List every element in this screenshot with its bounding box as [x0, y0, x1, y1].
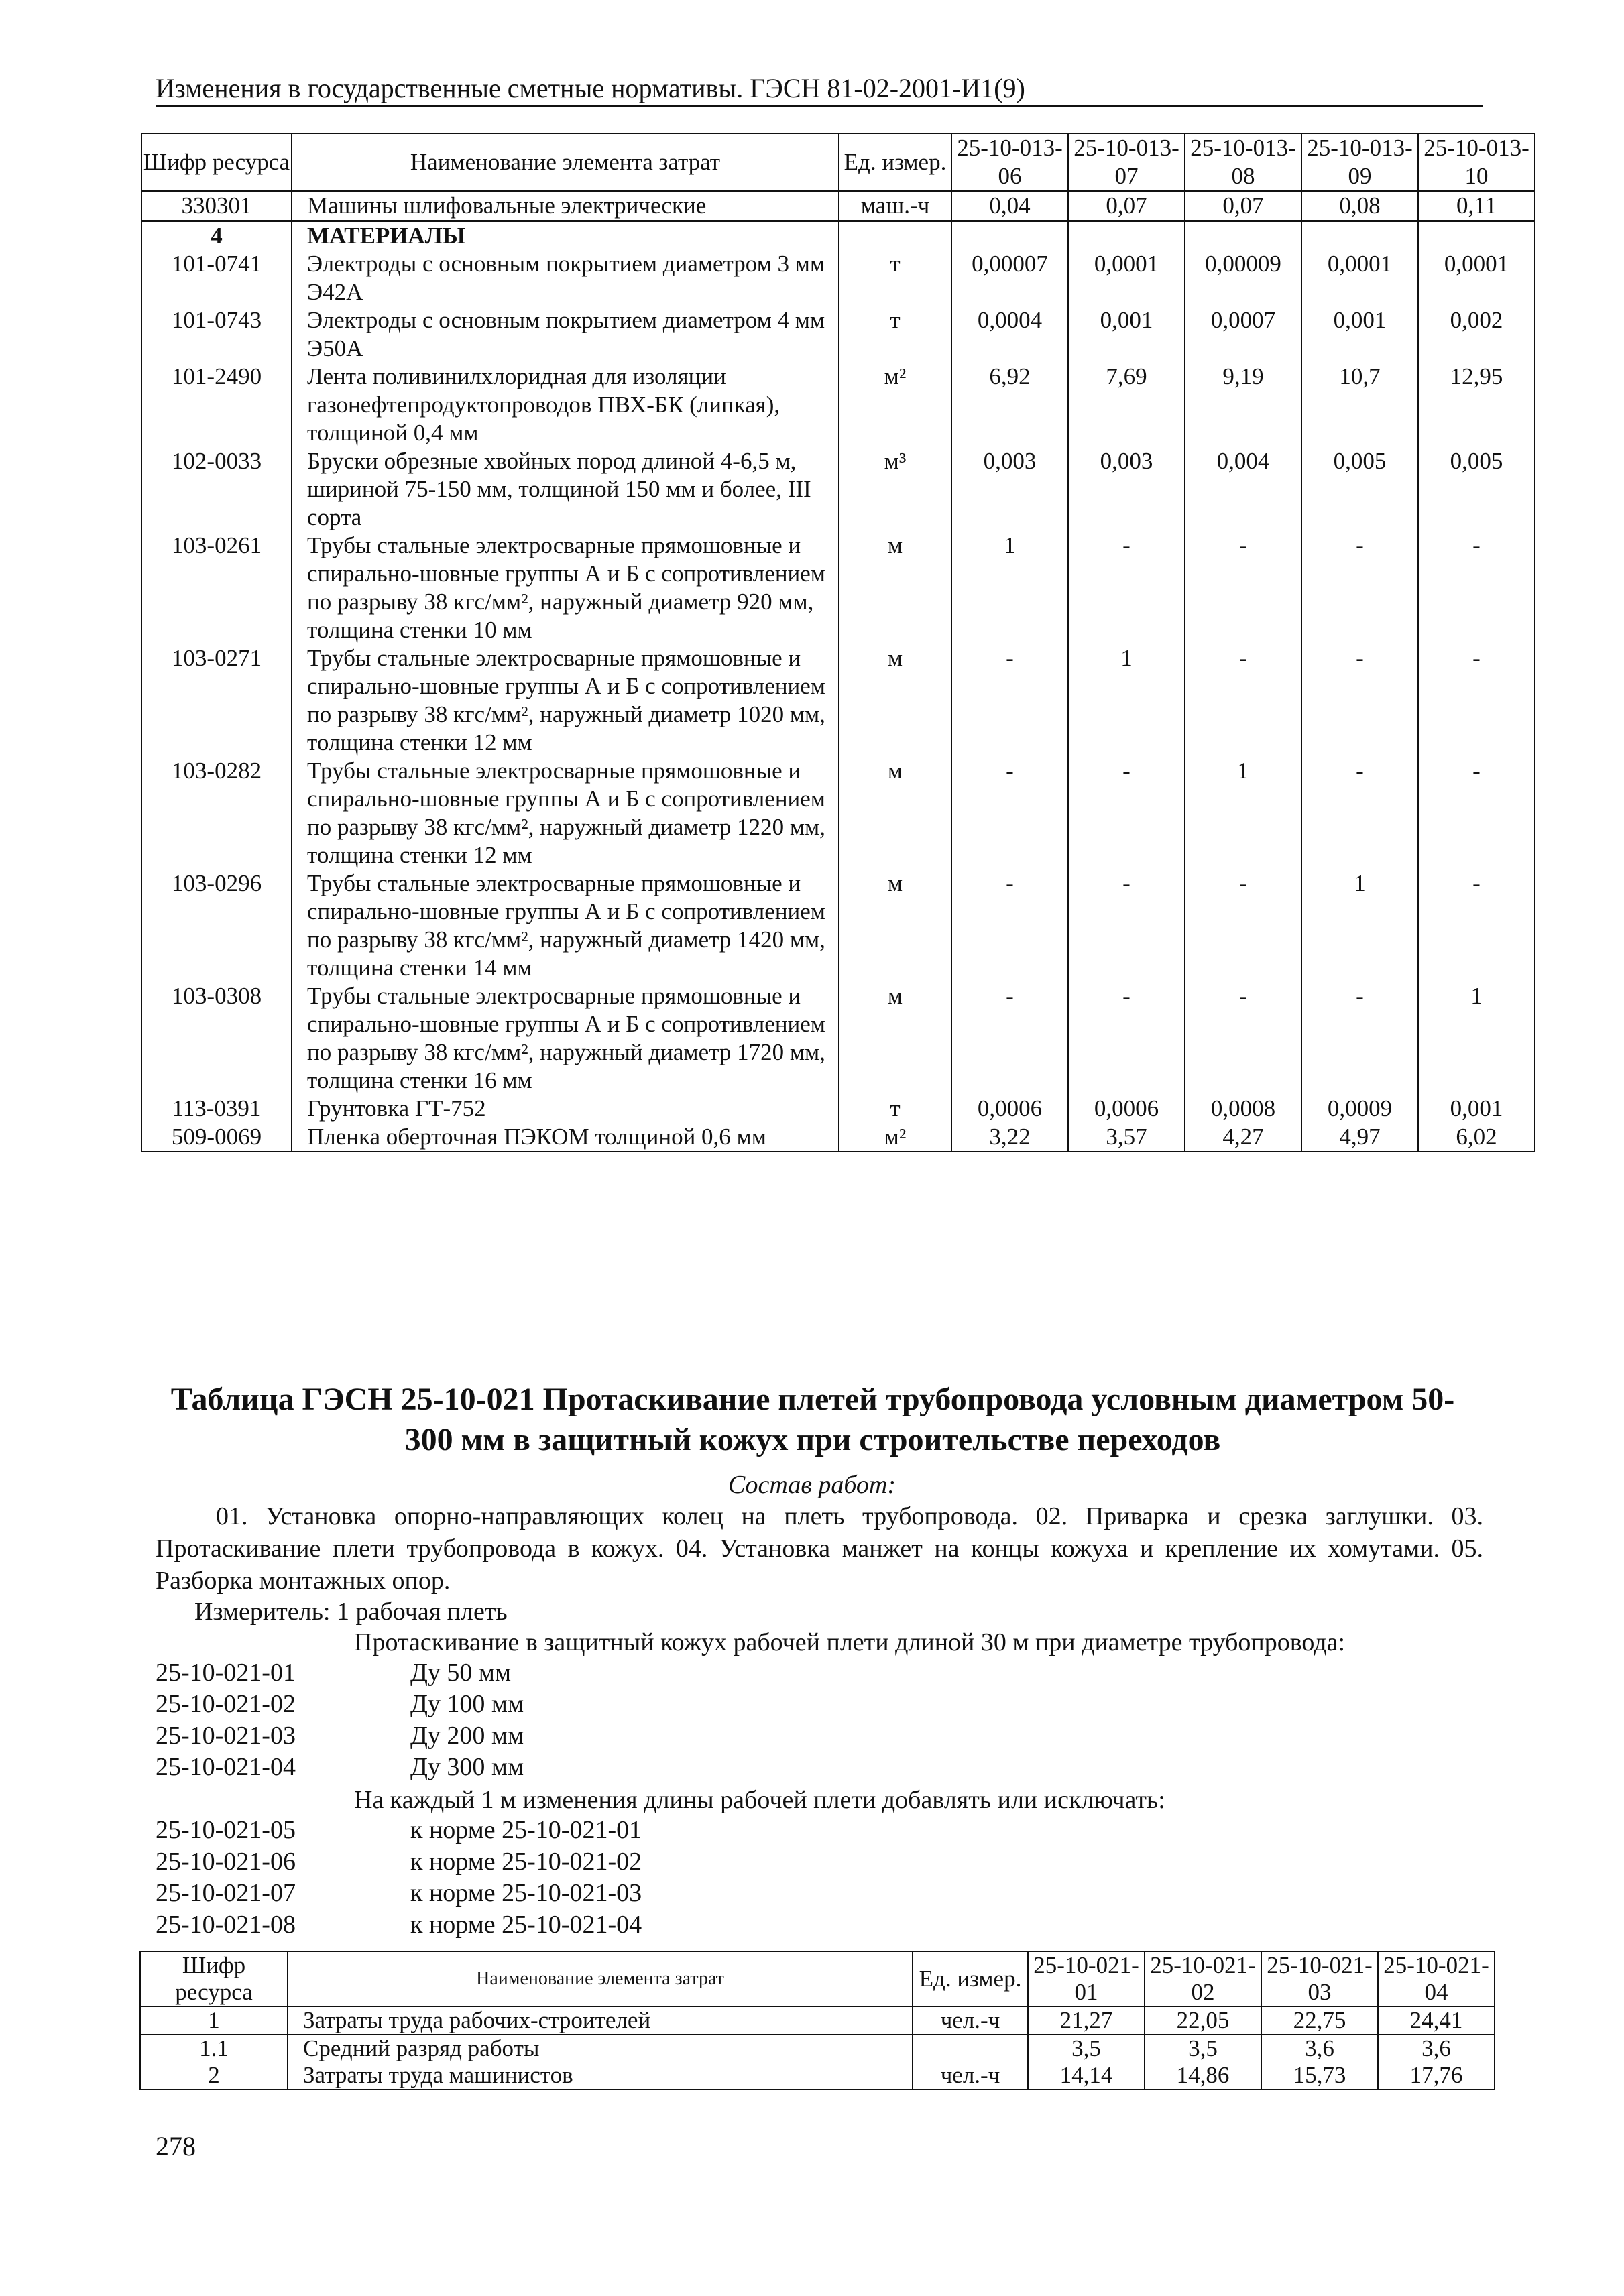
table-row	[141, 982, 1535, 1095]
norm-code: 25-10-021-07	[156, 1879, 296, 1907]
resource-value: -	[1418, 869, 1535, 982]
resource-value: 7,69	[1068, 363, 1185, 447]
resource-code: 103-0271	[141, 644, 292, 757]
norm-item	[156, 1752, 524, 1782]
norm-code: 25-10-021-05	[156, 1816, 296, 1844]
resource-name: Трубы стальные электросварные прямошовные и спирально-шовные группы А и Б с сопротивлением по разрыву 38 кгс/мм², наружный диаметр 1420 мм, толщина стенки 14 мм	[292, 869, 839, 982]
resource-code: 4	[141, 221, 292, 251]
resource-value: 10,7	[1301, 363, 1418, 447]
resource-value: 0,0006	[951, 1095, 1068, 1123]
norm-item	[156, 1721, 524, 1750]
resource-value: -	[1418, 757, 1535, 869]
table-title-line-1: Таблица ГЭСН 25-10-021 Протаскивание плетей трубопровода условным диаметром 50-	[170, 1382, 1455, 1417]
norm-description: к норме 25-10-021-04	[410, 1911, 642, 1939]
resource-value: 4,27	[1185, 1123, 1301, 1152]
resource-value: 0,001	[1418, 1095, 1535, 1123]
resource-value: 3,5	[1145, 2035, 1261, 2062]
resource-value: 0,0009	[1301, 1095, 1418, 1123]
resource-value: 0,00007	[951, 250, 1068, 306]
resource-value: -	[951, 869, 1068, 982]
resource-value	[1418, 221, 1535, 251]
resource-value: 14,86	[1145, 2062, 1261, 2090]
table-row	[141, 869, 1535, 982]
header-name: Наименование элемента затрат	[292, 133, 839, 191]
resource-value	[1301, 221, 1418, 251]
resource-value: 1	[1301, 869, 1418, 982]
resource-name: Трубы стальные электросварные прямошовные и спирально-шовные группы А и Б с сопротивлением по разрыву 38 кгс/мм², наружный диаметр 920 мм, толщина стенки 10 мм	[292, 532, 839, 644]
norm-description: Ду 100 мм	[410, 1690, 524, 1718]
resource-value	[1068, 221, 1185, 251]
resource-table-013	[141, 133, 1535, 1152]
table-title	[156, 1380, 1470, 1460]
resource-unit: маш.-ч	[839, 191, 951, 221]
resource-value: -	[1185, 982, 1301, 1095]
norm-code: 25-10-021-06	[156, 1848, 296, 1876]
resource-code: 509-0069	[141, 1123, 292, 1152]
resource-unit: чел.-ч	[913, 2006, 1028, 2035]
resource-value: 0,0001	[1068, 250, 1185, 306]
resource-value: 0,0008	[1185, 1095, 1301, 1123]
header-code: Шифр ресурса	[140, 1951, 288, 2006]
resource-unit: м³	[839, 447, 951, 532]
norm-item	[156, 1847, 642, 1876]
resource-code: 2	[140, 2062, 288, 2090]
resource-code: 101-0743	[141, 306, 292, 363]
norm-code: 25-10-021-03	[156, 1721, 296, 1750]
norm-code: 25-10-021-02	[156, 1690, 296, 1718]
resource-value: 1	[951, 532, 1068, 644]
resource-unit	[913, 2035, 1028, 2062]
resource-name: МАТЕРИАЛЫ	[292, 221, 839, 251]
resource-value: 0,001	[1068, 306, 1185, 363]
resource-value: 1	[1418, 982, 1535, 1095]
norms-intro-1: Протаскивание в защитный кожух рабочей плети длиной 30 м при диаметре трубопровода:	[354, 1628, 1346, 1656]
resource-unit: м²	[839, 363, 951, 447]
resource-name: Затраты труда машинистов	[288, 2062, 913, 2090]
resource-value: -	[1418, 644, 1535, 757]
norm-item	[156, 1910, 642, 1939]
table-row	[141, 221, 1535, 251]
table-row	[140, 2006, 1495, 2035]
norm-description: Ду 50 мм	[410, 1658, 512, 1687]
resource-value: 3,22	[951, 1123, 1068, 1152]
resource-value	[1185, 221, 1301, 251]
resource-value: 1	[1068, 644, 1185, 757]
resource-value: 4,97	[1301, 1123, 1418, 1152]
resource-value: 3,6	[1261, 2035, 1378, 2062]
meter-label: Измеритель: 1 рабочая плеть	[194, 1597, 508, 1626]
norm-description: к норме 25-10-021-01	[410, 1816, 642, 1844]
resource-name: Электроды с основным покрытием диаметром 3 мм Э42А	[292, 250, 839, 306]
norm-item	[156, 1815, 642, 1845]
resource-code: 103-0296	[141, 869, 292, 982]
resource-value: 0,0001	[1418, 250, 1535, 306]
resource-name: Пленка оберточная ПЭКОМ толщиной 0,6 мм	[292, 1123, 839, 1152]
resource-code: 113-0391	[141, 1095, 292, 1123]
header-col: 25-10-021-04	[1378, 1951, 1495, 2006]
header-col: 25-10-013-09	[1301, 133, 1418, 191]
table-row	[141, 757, 1535, 869]
resource-value: -	[1185, 532, 1301, 644]
table-row	[141, 191, 1535, 221]
table-row	[141, 644, 1535, 757]
resource-value: 3,5	[1028, 2035, 1145, 2062]
resource-value: 24,41	[1378, 2006, 1495, 2035]
resource-value: -	[951, 982, 1068, 1095]
header-code: Шифр ресурса	[141, 133, 292, 191]
header-col: 25-10-013-10	[1418, 133, 1535, 191]
resource-value: 0,04	[951, 191, 1068, 221]
header-col: 25-10-013-08	[1185, 133, 1301, 191]
resource-unit: т	[839, 1095, 951, 1123]
resource-value: 0,003	[1068, 447, 1185, 532]
resource-value: 0,005	[1418, 447, 1535, 532]
header-col: 25-10-013-06	[951, 133, 1068, 191]
table-title-line-2: 300 мм в защитный кожух при строительстве переходов	[404, 1422, 1221, 1457]
page-number: 278	[156, 2131, 196, 2161]
resource-value: -	[1068, 532, 1185, 644]
resource-unit: м²	[839, 1123, 951, 1152]
resource-value: 0,08	[1301, 191, 1418, 221]
resource-value: -	[1185, 644, 1301, 757]
resource-name: Машины шлифовальные электрические	[292, 191, 839, 221]
resource-code: 1	[140, 2006, 288, 2035]
resource-value: -	[1185, 869, 1301, 982]
resource-code: 102-0033	[141, 447, 292, 532]
resource-name: Лента поливинилхлоридная для изоляции газонефтепродуктопроводов ПВХ-БК (липкая), толщиной 0,4 мм	[292, 363, 839, 447]
resource-value: 0,0001	[1301, 250, 1418, 306]
resource-name: Трубы стальные электросварные прямошовные и спирально-шовные группы А и Б с сопротивлением по разрыву 38 кгс/мм², наружный диаметр 1220 мм, толщина стенки 12 мм	[292, 757, 839, 869]
resource-value: 0,005	[1301, 447, 1418, 532]
resource-value: -	[1301, 532, 1418, 644]
resource-name: Грунтовка ГТ-752	[292, 1095, 839, 1123]
resource-unit: м	[839, 869, 951, 982]
header-name: Наименование элемента затрат	[288, 1951, 913, 2006]
header-col: 25-10-013-07	[1068, 133, 1185, 191]
resource-code: 101-2490	[141, 363, 292, 447]
norm-description: к норме 25-10-021-02	[410, 1848, 642, 1876]
resource-value: 0,00009	[1185, 250, 1301, 306]
resource-name: Бруски обрезные хвойных пород длиной 4-6,5 м, шириной 75-150 мм, толщиной 150 мм и более, III сорта	[292, 447, 839, 532]
resource-value: 3,57	[1068, 1123, 1185, 1152]
resource-name: Затраты труда рабочих-строителей	[288, 2006, 913, 2035]
norm-code: 25-10-021-01	[156, 1658, 296, 1687]
table-row	[140, 2035, 1495, 2062]
resource-value: -	[1418, 532, 1535, 644]
header-unit: Ед. измер.	[913, 1951, 1028, 2006]
table-row	[141, 363, 1535, 447]
resource-unit	[839, 221, 951, 251]
resource-value: -	[1301, 644, 1418, 757]
resource-value: 0,11	[1418, 191, 1535, 221]
resource-code: 1.1	[140, 2035, 288, 2062]
resource-unit: м	[839, 757, 951, 869]
resource-value: 17,76	[1378, 2062, 1495, 2090]
resource-code: 103-0308	[141, 982, 292, 1095]
resource-value: 0,002	[1418, 306, 1535, 363]
resource-code: 330301	[141, 191, 292, 221]
resource-value: 0,0007	[1185, 306, 1301, 363]
table-row	[141, 447, 1535, 532]
norm-item	[156, 1689, 524, 1719]
header-unit: Ед. измер.	[839, 133, 951, 191]
works-text: 01. Установка опорно-направляющих колец на плеть трубопровода. 02. Приварка и срезка заглушки. 03. Протаскивание плети трубопровода в кожух. 04. Установка манжет на концы кожуха и крепление их хомутами. 05. Разборка монтажных опор.	[156, 1502, 1483, 1595]
resource-value: 0,003	[951, 447, 1068, 532]
norm-description: к норме 25-10-021-03	[410, 1879, 642, 1907]
resource-unit: м	[839, 644, 951, 757]
header-col: 25-10-021-01	[1028, 1951, 1145, 2006]
resource-name: Трубы стальные электросварные прямошовные и спирально-шовные группы А и Б с сопротивлением по разрыву 38 кгс/мм², наружный диаметр 1020 мм, толщина стенки 12 мм	[292, 644, 839, 757]
resource-value: 0,001	[1301, 306, 1418, 363]
norm-item	[156, 1658, 511, 1687]
resource-value: 0,0006	[1068, 1095, 1185, 1123]
resource-value: 0,0004	[951, 306, 1068, 363]
resource-value	[951, 221, 1068, 251]
resource-name: Трубы стальные электросварные прямошовные и спирально-шовные группы А и Б с сопротивлением по разрыву 38 кгс/мм², наружный диаметр 1720 мм, толщина стенки 16 мм	[292, 982, 839, 1095]
resource-value: 9,19	[1185, 363, 1301, 447]
resource-value: -	[1068, 982, 1185, 1095]
resource-table-021	[139, 1951, 1495, 2090]
resource-value: -	[1301, 982, 1418, 1095]
table-header-row	[141, 133, 1535, 191]
table-row	[141, 1095, 1535, 1123]
resource-code: 103-0261	[141, 532, 292, 644]
norms-intro-2: На каждый 1 м изменения длины рабочей плети добавлять или исключать:	[354, 1786, 1165, 1814]
resource-value: 12,95	[1418, 363, 1535, 447]
works-label: Состав работ:	[728, 1471, 896, 1499]
resource-value: 21,27	[1028, 2006, 1145, 2035]
table-row	[140, 2062, 1495, 2090]
header-rule	[156, 105, 1483, 107]
resource-value: -	[1068, 869, 1185, 982]
running-header: Изменения в государственные сметные нормативы. ГЭСН 81-02-2001-И1(9)	[156, 73, 1025, 103]
resource-name: Средний разряд работы	[288, 2035, 913, 2062]
resource-value: 0,004	[1185, 447, 1301, 532]
resource-value: 15,73	[1261, 2062, 1378, 2090]
table-row	[141, 1123, 1535, 1152]
resource-value: 6,92	[951, 363, 1068, 447]
norm-code: 25-10-021-08	[156, 1911, 296, 1939]
resource-value: 6,02	[1418, 1123, 1535, 1152]
resource-unit: т	[839, 306, 951, 363]
table-row	[141, 250, 1535, 306]
norm-description: Ду 200 мм	[410, 1721, 524, 1750]
table-row	[141, 306, 1535, 363]
table-row	[141, 532, 1535, 644]
resource-value: -	[1068, 757, 1185, 869]
header-col: 25-10-021-02	[1145, 1951, 1261, 2006]
resource-code: 101-0741	[141, 250, 292, 306]
resource-value: 0,07	[1068, 191, 1185, 221]
resource-value: 22,05	[1145, 2006, 1261, 2035]
norm-description: Ду 300 мм	[410, 1753, 524, 1781]
table-header-row	[140, 1951, 1495, 2006]
resource-unit: м	[839, 982, 951, 1095]
resource-unit: т	[839, 250, 951, 306]
norm-code: 25-10-021-04	[156, 1753, 296, 1781]
resource-value: -	[951, 757, 1068, 869]
resource-unit: чел.-ч	[913, 2062, 1028, 2090]
resource-code: 103-0282	[141, 757, 292, 869]
resource-value: -	[951, 644, 1068, 757]
resource-value: 22,75	[1261, 2006, 1378, 2035]
resource-value: -	[1301, 757, 1418, 869]
resource-value: 14,14	[1028, 2062, 1145, 2090]
header-col: 25-10-021-03	[1261, 1951, 1378, 2006]
resource-value: 0,07	[1185, 191, 1301, 221]
norm-item	[156, 1878, 642, 1908]
resource-unit: м	[839, 532, 951, 644]
resource-value: 1	[1185, 757, 1301, 869]
resource-name: Электроды с основным покрытием диаметром 4 мм Э50А	[292, 306, 839, 363]
resource-value: 3,6	[1378, 2035, 1495, 2062]
